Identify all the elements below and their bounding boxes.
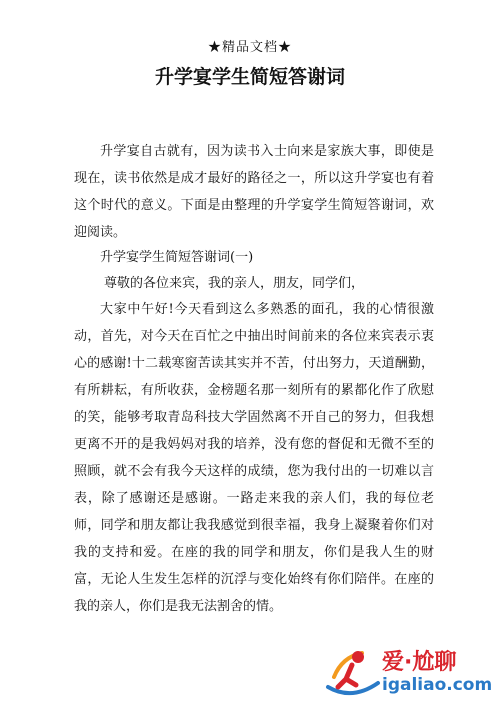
- watermark-url: igaliao.com: [382, 675, 493, 695]
- document-title: 升学宴学生简短答谢词: [154, 66, 345, 88]
- intro-paragraph: 升学宴自古就有，因为读书入士向来是家族大事，即使是现在，读书依然是成才最好的路径之一，所以这升学宴也有着这个时代的意义。下面是由整理的升学宴学生简短答谢词，欢迎阅读。: [74, 144, 434, 240]
- running-figure-logo-icon: [322, 643, 382, 701]
- header-tag: ★精品文档★: [207, 40, 292, 55]
- greeting-line: 尊敬的各位来宾，我的亲人，朋友，同学们，: [104, 276, 365, 291]
- section-subtitle: 升学宴学生简短答谢词(一): [100, 250, 254, 265]
- speech-paragraph: 大家中午好!今天看到这么多熟悉的面孔，我的心情很激动，首先，对今天在百忙之中抽出时间前来的各位来宾表示衷心的感谢!十二载寒窗苦读其实并不苦，付出努力，天道酬勤，有所耕耘，有所收获，金榜题名那一刻所有的累都化作了欣慰的笑，能够考取青岛科技大学固然离不开自己的努力，但我想更离不开的是我妈妈对我的培养，没有您的督促和无微不至的照顾，就不会有我今天这样的成绩，您为我付出的一切难以言表，除了感谢还是感谢。一路走来我的亲人们，我的每位老师，同学和朋友都让我我感觉到很幸福，我身上凝聚着你们对我的支持和爱。在座的我的同学和朋友，你们是我人生的财富，无论人生发生怎样的沉浮与变化始终有你们陪伴。在座的我的亲人，你们是我无法割舍的情。: [74, 302, 434, 614]
- watermark-brand: 爱·尬聊: [382, 650, 457, 675]
- watermark-logo: [322, 643, 492, 701]
